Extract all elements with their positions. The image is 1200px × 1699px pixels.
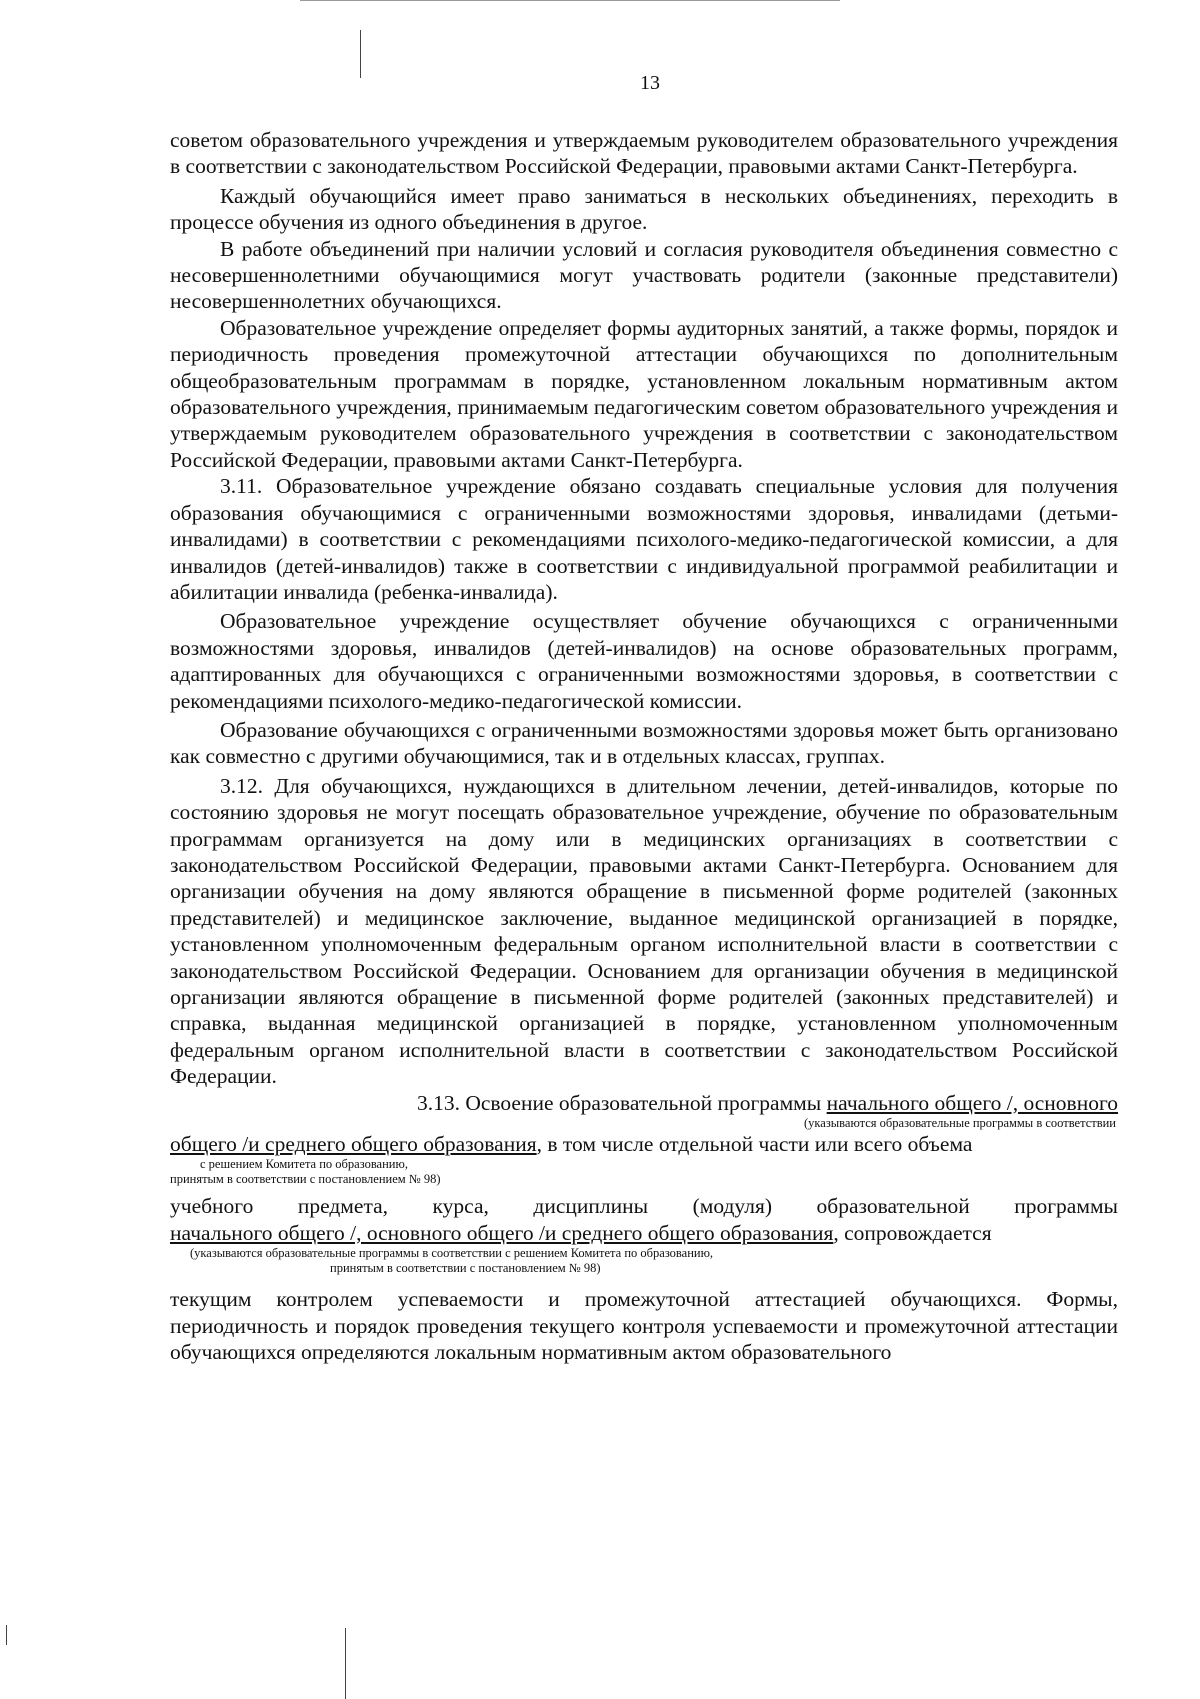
footnote-annotation: (указываются образовательные программы в соответствии с решением Комитета по образованию, (190, 1246, 714, 1261)
scan-mark-top (360, 30, 361, 78)
scan-mark-top-edge (300, 0, 840, 1)
page-number: 13 (640, 72, 660, 94)
paragraph: Образование обучающихся с ограниченными возможностями здоровья может быть организовано как совместно с другими обучающимися, так и в отдельных классах, группах. (170, 717, 1118, 769)
underlined-text: начального общего /, основного общего /и среднего общего образования (170, 1220, 834, 1245)
paragraph-3-13-line-1 (170, 1090, 1118, 1116)
paragraph-3-11: 3.11. Образовательное учреждение обязано создавать специальные условия для получения образования обучающимися с ограниченными возможностями здоровья, инвалидами (детьми-инвалидами) в соответствии с рекомендациями психолого-медико-педагогической комиссии, а для инвалидов (детей-инвалидов) также в соответствии с индивидуальной программой реабилитации и абилитации инвалида (ребенка-инвалида). (170, 474, 1118, 604)
paragraph: Образовательное учреждение осуществляет обучение обучающихся с ограниченными возможностями здоровья, инвалидов (детей-инвалидов) на основе образовательных программ, адаптированных для обучающихся с ограниченными возможностями здоровья, в соответствии с рекомендациями психолого-медико-педагогической комиссии. (170, 609, 1118, 713)
paragraph-3-13-line-2 (170, 1131, 1118, 1157)
paragraph: Образовательное учреждение определяет формы аудиторных занятий, а также формы, порядок и периодичность проведения промежуточной аттестации обучающихся по дополнительным общеобразовательным программам в порядке, установленном локальным нормативным актом образовательного учреждения, принимаемым педагогическим советом образовательного учреждения и утверждаемым руководителем образовательного учреждения в соответствии с законодательством Российской Федерации, правовыми актами Санкт-Петербурга. (170, 315, 1118, 472)
paragraph: Каждый обучающийся имеет право заниматься в нескольких объединениях, переходить в процессе обучения из одного объединения в другое. (170, 183, 1118, 235)
footnote-annotation: принятым в соответствии с постановлением № 98) (170, 1172, 441, 1187)
text-run: , в том числе отдельной части или всего объема (536, 1132, 973, 1157)
paragraph-3-12: 3.12. Для обучающихся, нуждающихся в длительном лечении, детей-инвалидов, которые по состоянию здоровья не могут посещать образовательное учреждение, обучение по образовательным программам организуется на дому или в медицинских организациях в соответствии с законодательством Российской Федерации, правовыми актами Санкт-Петербурга. Основанием для организации обучения на дому являются обращение в письменной форме родителей (законных представителей) и медицинское заключение, выданное медицинской организацией в порядке, установленном уполномоченным федеральным органом исполнительной власти в соответствии с законодательством Российской Федерации. Основанием для организации обучения в медицинской организации являются обращение в письменной форме родителей (законных представителей) и справка, выданная медицинской организацией в порядке, установленном уполномоченным федеральным органом исполнительной власти в соответствии с законодательством Российской Федерации. (170, 773, 1118, 1089)
scan-mark-left (6, 1625, 7, 1645)
text-run: , сопровождается (833, 1220, 992, 1245)
underlined-text: общего /и среднего общего образования (170, 1132, 537, 1157)
text-run: 3.13. Освоение образовательной программы (416, 1090, 827, 1115)
text-run: учебного предмета, курса, дисциплины (модуля) образовательной программы (170, 1194, 1118, 1219)
footnote-annotation: (указываются образовательные программы в соответствии (804, 1116, 1116, 1131)
footnote-annotation: принятым в соответствии с постановлением № 98) (330, 1261, 601, 1276)
footnote-annotation: с решением Комитета по образованию, (200, 1157, 408, 1172)
paragraph-3-13-line-3 (170, 1193, 1118, 1219)
paragraph: советом образовательного учреждения и утверждаемым руководителем образовательного учреждения в соответствии с законодательством Российской Федерации, правовыми актами Санкт-Петербурга. (170, 128, 1118, 179)
paragraph-3-13-line-4 (170, 1220, 1118, 1246)
paragraph-3-13-final: текущим контролем успеваемости и промежуточной аттестацией обучающихся. Формы, периодичность и порядок проведения текущего контроля успеваемости и промежуточной аттестации обучающихся определяются локальным нормативным актом образовательного (170, 1287, 1118, 1365)
paragraph: В работе объединений при наличии условий и согласия руководителя объединения совместно с несовершеннолетними обучающимися могут участвовать родители (законные представители) несовершеннолетних обучающихся. (170, 236, 1118, 314)
document-body (170, 127, 1118, 1365)
scan-mark-bottom (345, 1628, 346, 1699)
underlined-text: начального общего /, основного (826, 1090, 1118, 1115)
